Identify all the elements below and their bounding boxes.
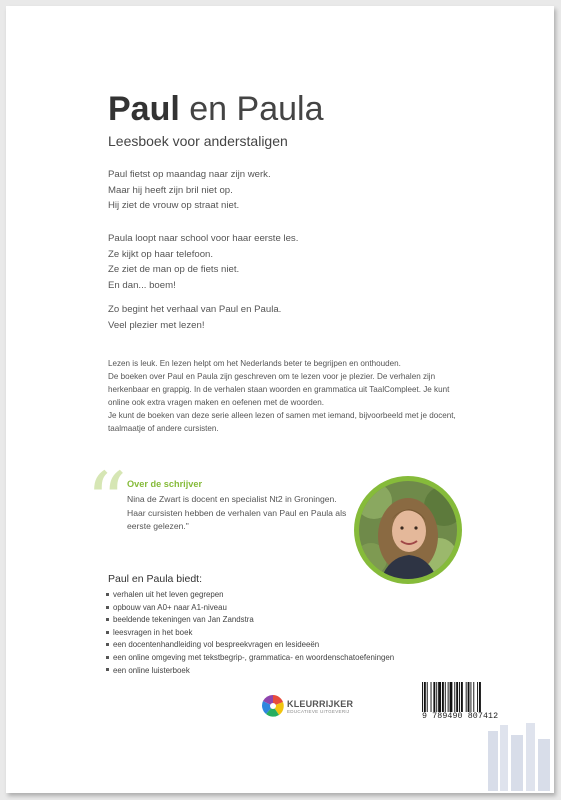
author-photo bbox=[359, 481, 457, 579]
about-line: eerste gelezen." bbox=[127, 521, 189, 531]
intro-paragraph-2 bbox=[108, 231, 298, 293]
book-title bbox=[108, 92, 323, 126]
list-item-label: beeldende tekeningen van Jan Zandstra bbox=[113, 615, 254, 625]
list-item-label: opbouw van A0+ naar A1-niveau bbox=[113, 602, 227, 612]
list-item-label: leesvragen in het boek bbox=[113, 627, 193, 637]
about-line: Nina de Zwart is docent en specialist Nt2 in Groningen. bbox=[127, 494, 337, 504]
list-item-label: een online luisterboek bbox=[113, 665, 190, 675]
intro-paragraph-1 bbox=[108, 167, 271, 214]
description-line: taalmaatje of andere cursisten. bbox=[108, 423, 219, 433]
publisher-logo-icon bbox=[261, 694, 285, 718]
list-item bbox=[106, 639, 394, 652]
publisher-name: KLEURRIJKER bbox=[287, 699, 354, 709]
intro-line: Paula loopt naar school voor haar eerste les. bbox=[108, 233, 299, 244]
watermark-icon bbox=[484, 721, 554, 793]
description-line: Lezen is leuk. En lezen helpt om het Nederlands beter te begrijpen en onthouden. bbox=[108, 359, 401, 368]
book-subtitle: Leesboek voor anderstaligen bbox=[108, 133, 288, 149]
offers-title: Paul en Paula biedt: bbox=[108, 573, 202, 585]
intro-line: Ze kijkt op haar telefoon. bbox=[108, 248, 214, 260]
intro-line: En dan... boem! bbox=[108, 279, 176, 291]
bullet-icon bbox=[106, 668, 109, 671]
intro-line: Paul fietst op maandag naar zijn werk. bbox=[108, 169, 271, 180]
description-line: De boeken over Paul en Paula zijn geschreven om te lezen voor je plezier. De verhalen zijn bbox=[108, 371, 436, 381]
offers-list bbox=[106, 589, 394, 677]
bullet-icon bbox=[106, 618, 109, 621]
description-line: herkenbaar en grappig. In de verhalen staan woorden en grammatica uit TaalCompleet. Je kunt bbox=[108, 384, 450, 394]
isbn-barcode bbox=[420, 682, 506, 726]
list-item bbox=[106, 665, 394, 678]
about-line: Haar cursisten hebben de verhalen van Paul en Paula als bbox=[127, 507, 347, 518]
intro-line: Veel plezier met lezen! bbox=[108, 319, 205, 331]
publisher-logo bbox=[261, 694, 371, 720]
list-item-label: een online omgeving met tekstbegrip-, grammatica- en woordenschatoefeningen bbox=[113, 652, 395, 662]
bullet-icon bbox=[106, 593, 109, 596]
bullet-icon bbox=[106, 606, 109, 609]
intro-line: Zo begint het verhaal van Paul en Paula. bbox=[108, 304, 282, 315]
list-item bbox=[106, 589, 394, 602]
bullet-icon bbox=[106, 643, 109, 646]
quote-mark-icon: “ bbox=[86, 455, 127, 548]
isbn-number: 9 789490 807412 bbox=[422, 712, 499, 721]
list-item bbox=[106, 652, 394, 665]
title-rest-part: en Paula bbox=[179, 90, 324, 128]
author-photo-frame bbox=[354, 476, 462, 584]
bullet-icon bbox=[106, 631, 109, 634]
intro-paragraph-3 bbox=[108, 302, 281, 333]
list-item-label: een docentenhandleiding vol bespreekvragen en lesideeën bbox=[113, 640, 320, 650]
intro-line: Hij ziet de vrouw op straat niet. bbox=[108, 200, 240, 212]
barcode-bars bbox=[420, 682, 506, 712]
bullet-icon bbox=[106, 656, 109, 659]
about-author-text bbox=[127, 493, 346, 534]
publisher-tagline: EDUCATIEVE UITGEVERIJ bbox=[287, 709, 350, 714]
book-back-cover bbox=[6, 6, 554, 793]
title-bold-part: Paul bbox=[108, 90, 180, 128]
intro-line: Maar hij heeft zijn bril niet op. bbox=[108, 184, 233, 196]
about-author-title: Over de schrijver bbox=[127, 479, 203, 489]
list-item bbox=[106, 614, 394, 627]
list-item bbox=[106, 627, 394, 640]
description-text bbox=[108, 358, 528, 435]
list-item-label: verhalen uit het leven gegrepen bbox=[113, 590, 224, 599]
description-line: Je kunt de boeken van deze serie alleen lezen of samen met iemand, bijvoorbeeld met je docent, bbox=[108, 410, 456, 420]
list-item bbox=[106, 602, 394, 615]
description-line: online ook extra vragen maken en oefenen met de woorden. bbox=[108, 397, 324, 407]
intro-line: Ze ziet de man op de fiets niet. bbox=[108, 264, 240, 276]
